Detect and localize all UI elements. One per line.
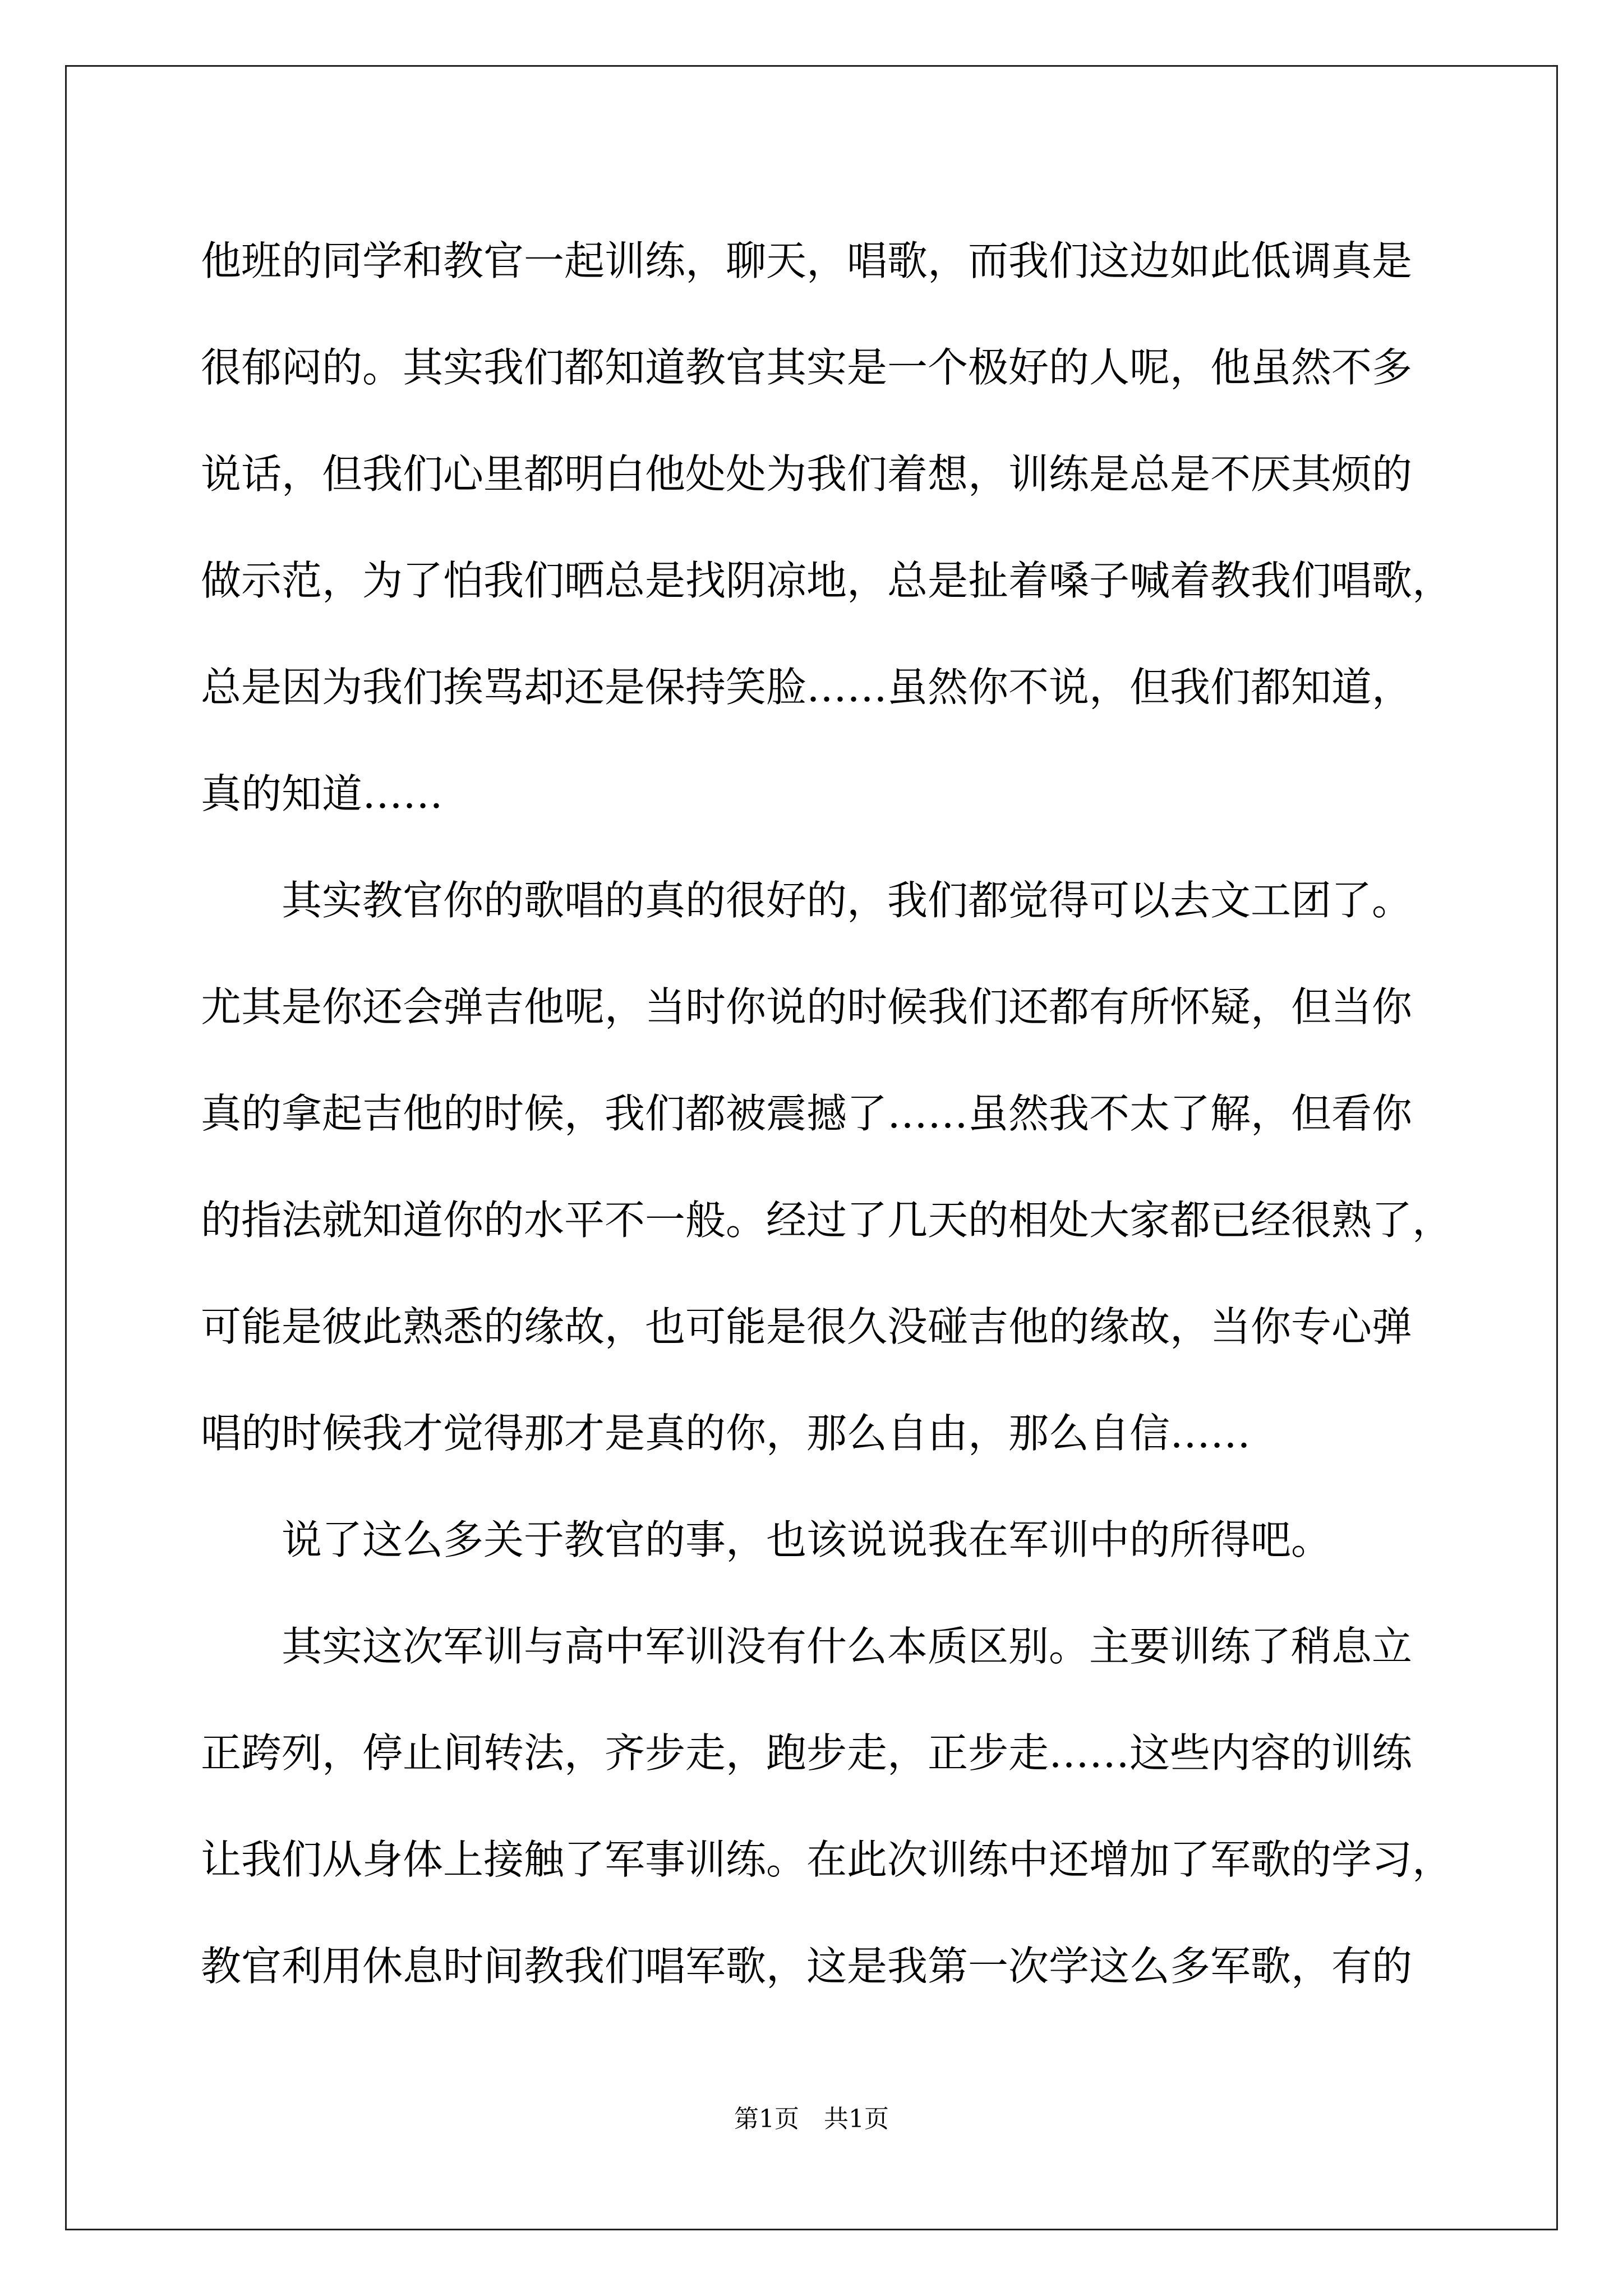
text-line: 很郁闷的。其实我们都知道教官其实是一个极好的人呢，他虽然不多 xyxy=(201,344,1413,391)
text-line: 真的知道…… xyxy=(201,770,444,817)
text-line: 的指法就知道你的水平不一般。经过了几天的相处大家都已经很熟了， xyxy=(201,1197,1453,1244)
document-body xyxy=(201,208,1453,2019)
page-number-current: 第1页 xyxy=(734,2105,799,2133)
text-line: 他班的同学和教官一起训练，聊天，唱歌，而我们这边如此低调真是 xyxy=(201,237,1413,284)
paragraph-start-line: 说了这么多关于教官的事，也该说说我在军训中的所得吧。 xyxy=(282,1516,1332,1563)
paragraph-start-line: 其实教官你的歌唱的真的很好的，我们都觉得可以去文工团了。 xyxy=(282,877,1413,924)
text-line: 唱的时候我才觉得那才是真的你，那么自由，那么自信…… xyxy=(201,1410,1251,1457)
text-line: 可能是彼此熟悉的缘故，也可能是很久没碰吉他的缘故，当你专心弹 xyxy=(201,1303,1413,1350)
text-line: 真的拿起吉他的时候，我们都被震撼了……虽然我不太了解，但看你 xyxy=(201,1090,1413,1137)
page-footer xyxy=(0,2102,1623,2136)
text-line: 说话，但我们心里都明白他处处为我们着想，训练是总是不厌其烦的 xyxy=(201,450,1413,498)
paragraph-start-line: 其实这次军训与高中军训没有什么本质区别。主要训练了稍息立 xyxy=(282,1623,1413,1670)
text-line: 教官利用休息时间教我们唱军歌，这是我第一次学这么多军歌，有的 xyxy=(201,1943,1413,1990)
text-line: 总是因为我们挨骂却还是保持笑脸……虽然你不说，但我们都知道， xyxy=(201,664,1413,711)
text-line: 正跨列，停止间转法，齐步走，跑步走，正步走……这些内容的训练 xyxy=(201,1729,1413,1777)
text-line: 尤其是你还会弹吉他呢，当时你说的时候我们还都有所怀疑，但当你 xyxy=(201,983,1413,1030)
text-line: 做示范，为了怕我们晒总是找阴凉地，总是扯着嗓子喊着教我们唱歌， xyxy=(201,557,1453,604)
text-line: 让我们从身体上接触了军事训练。在此次训练中还增加了军歌的学习， xyxy=(201,1836,1453,1883)
page-number-total: 共1页 xyxy=(824,2105,889,2133)
